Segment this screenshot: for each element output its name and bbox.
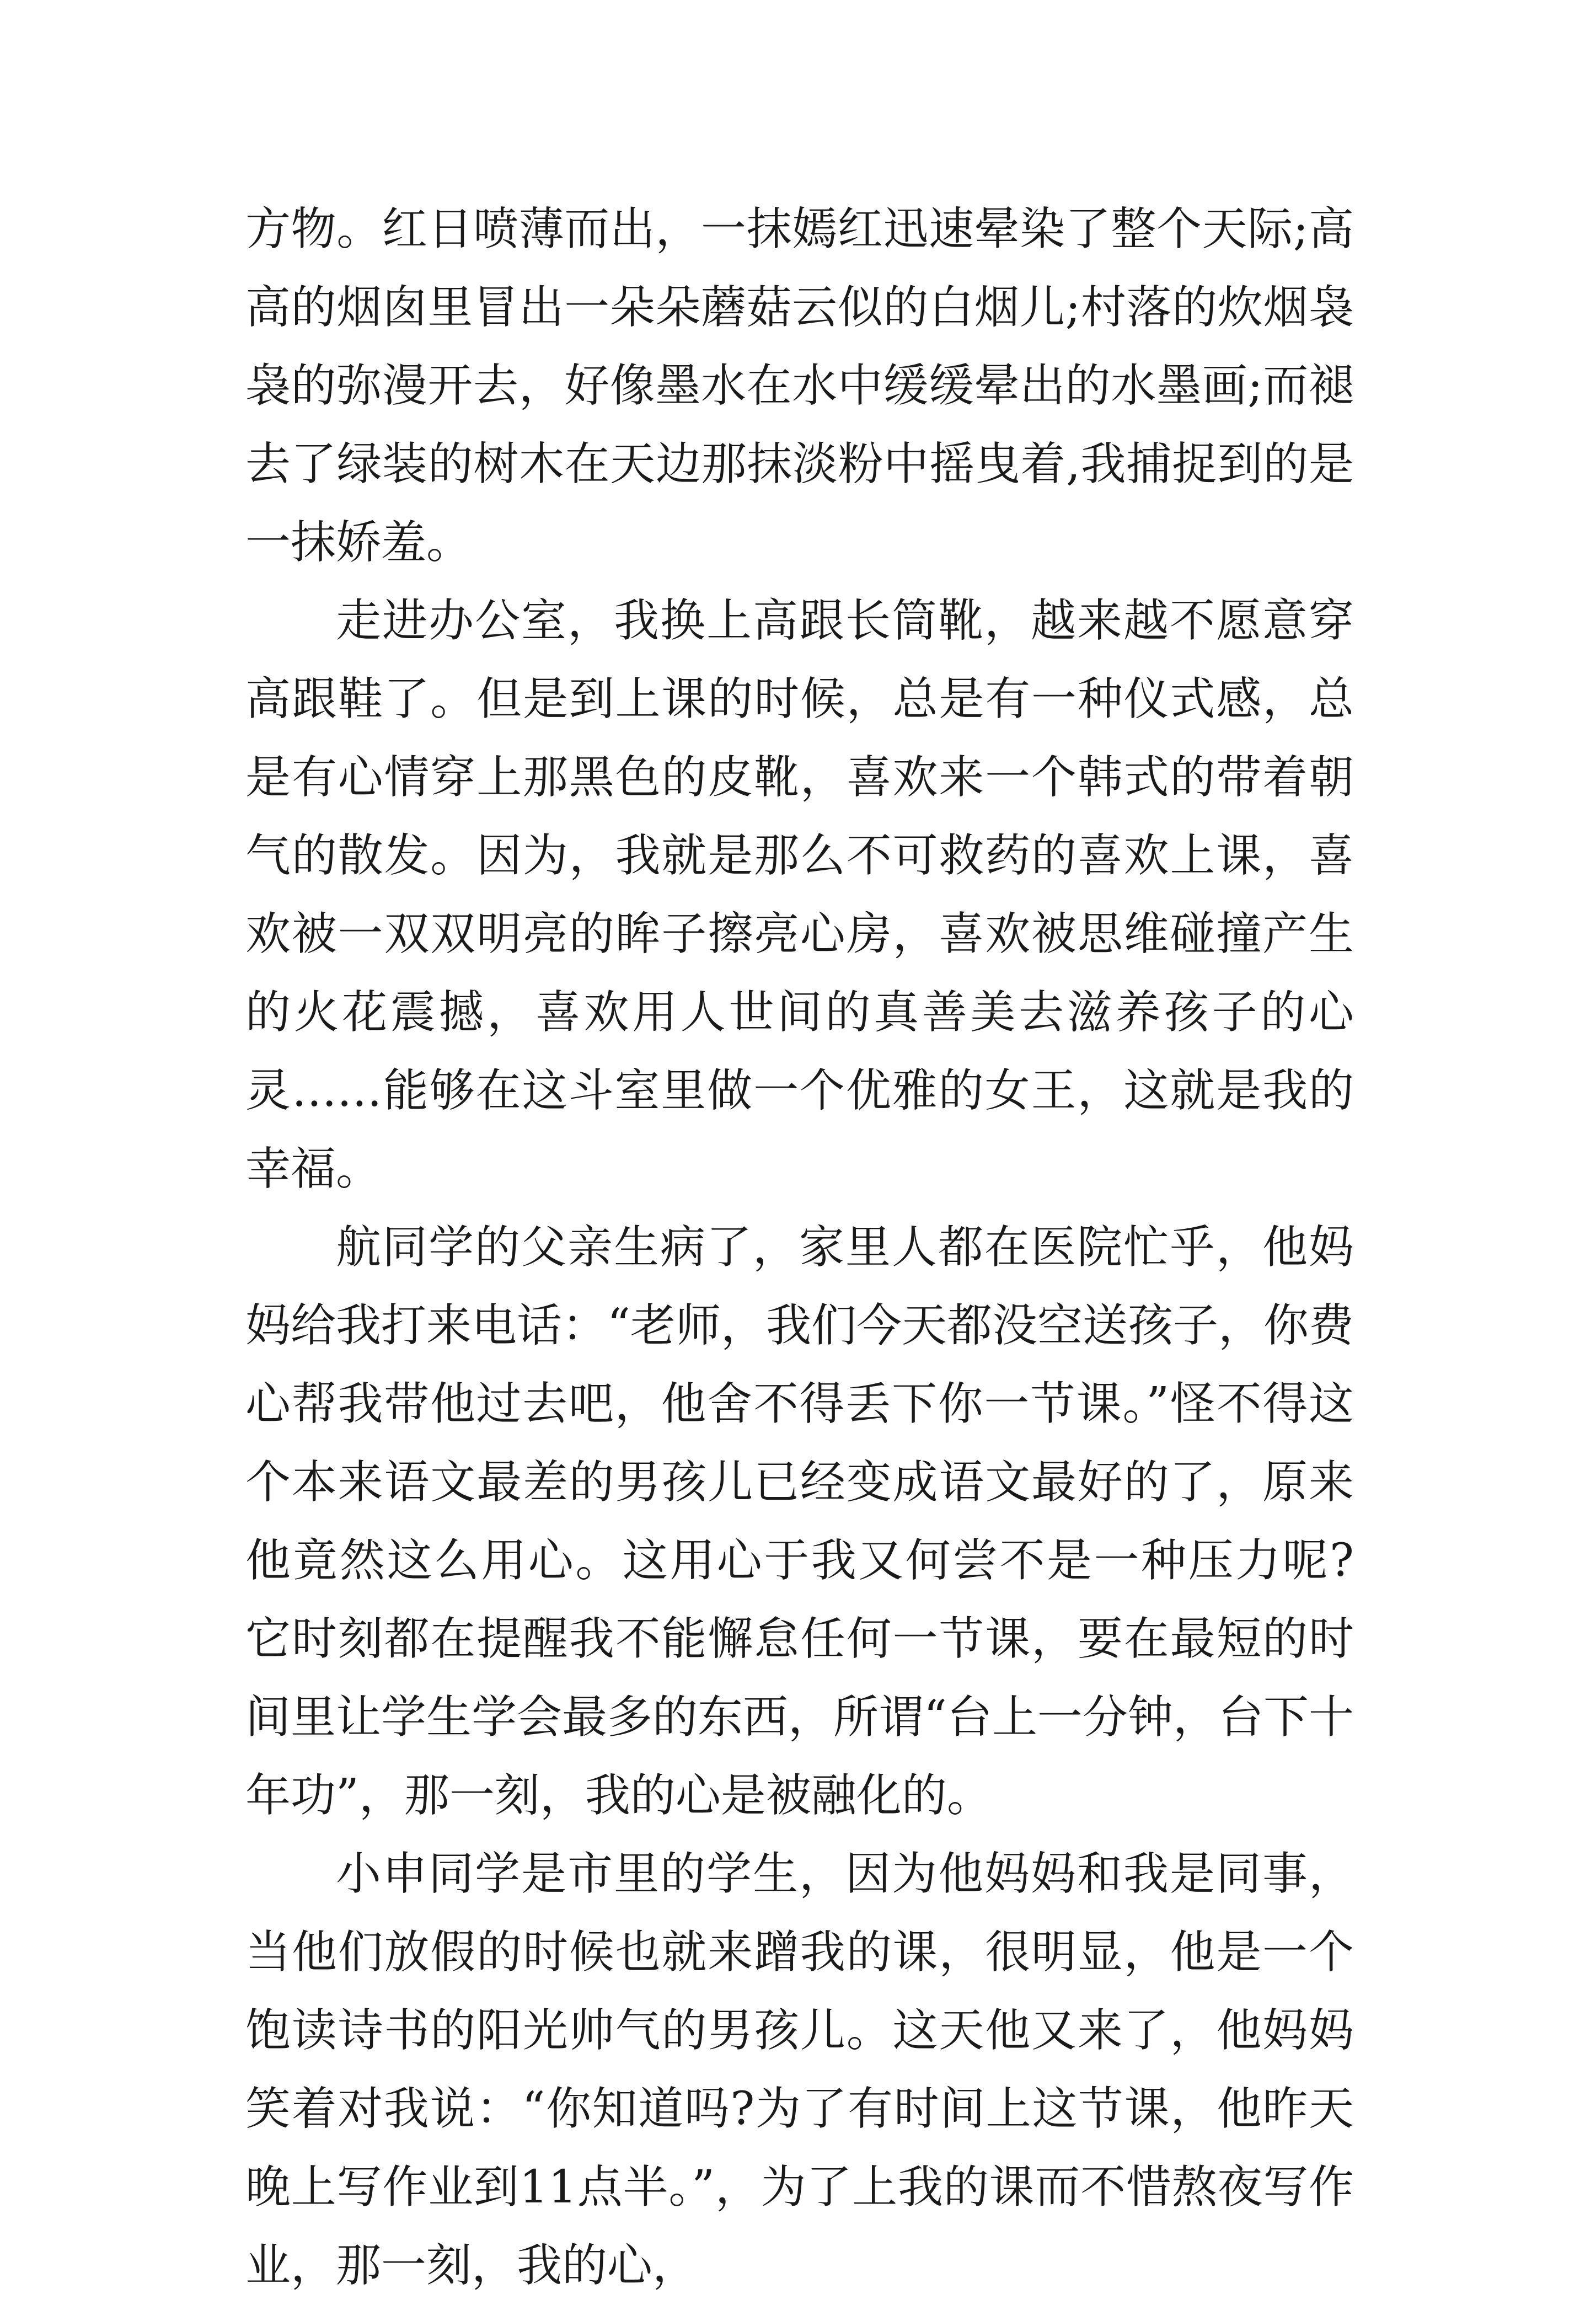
paragraph: 小申同学是市里的学生，因为他妈妈和我是同事，当他们放假的时候也就来蹭我的课，很明显，他是一个饱读诗书的阳光帅气的男孩儿。这天他又来了，他妈妈笑着对我说：“你知道吗?为了有时间上这节课，他昨天晚上写作业到11点半。”，为了上我的课而不惜熬夜写作业，那一刻，我的心， [245,1848,1354,2292]
paragraph: 走进办公室，我换上高跟长筒靴，越来越不愿意穿高跟鞋了。但是到上课的时候，总是有一种仪式感，总是有心情穿上那黑色的皮靴，喜欢来一个韩式的带着朝气的散发。因为，我就是那么不可救药的喜欢上课，喜欢被一双双明亮的眸子擦亮心房，喜欢被思维碰撞产生的火花震撼，喜欢用人世间的真善美去滋养孩子的心灵……能够在这斗室里做一个优雅的女王，这就是我的幸福。 [245,595,1354,1195]
paragraph: 方物。红日喷薄而出，一抹嫣红迅速晕染了整个天际;高高的烟囱里冒出一朵朵蘑菇云似的白烟儿;村落的炊烟袅袅的弥漫开去，好像墨水在水中缓缓晕出的水墨画;而褪去了绿装的树木在天边那抹淡粉中摇曳着,我捕捉到的是一抹娇羞。 [245,203,1354,569]
document-body [245,190,1354,2305]
paragraph: 航同学的父亲生病了，家里人都在医院忙乎，他妈妈给我打来电话：“老师，我们今天都没空送孩子，你费心帮我带他过去吧，他舍不得丢下你一节课。”怪不得这个本来语文最差的男孩儿已经变成语文最好的了，原来他竟然这么用心。这用心于我又何尝不是一种压力呢?它时刻都在提醒我不能懈怠任何一节课，要在最短的时间里让学生学会最多的东西，所谓“台上一分钟，台下十年功”，那一刻，我的心是被融化的。 [245,1221,1354,1822]
